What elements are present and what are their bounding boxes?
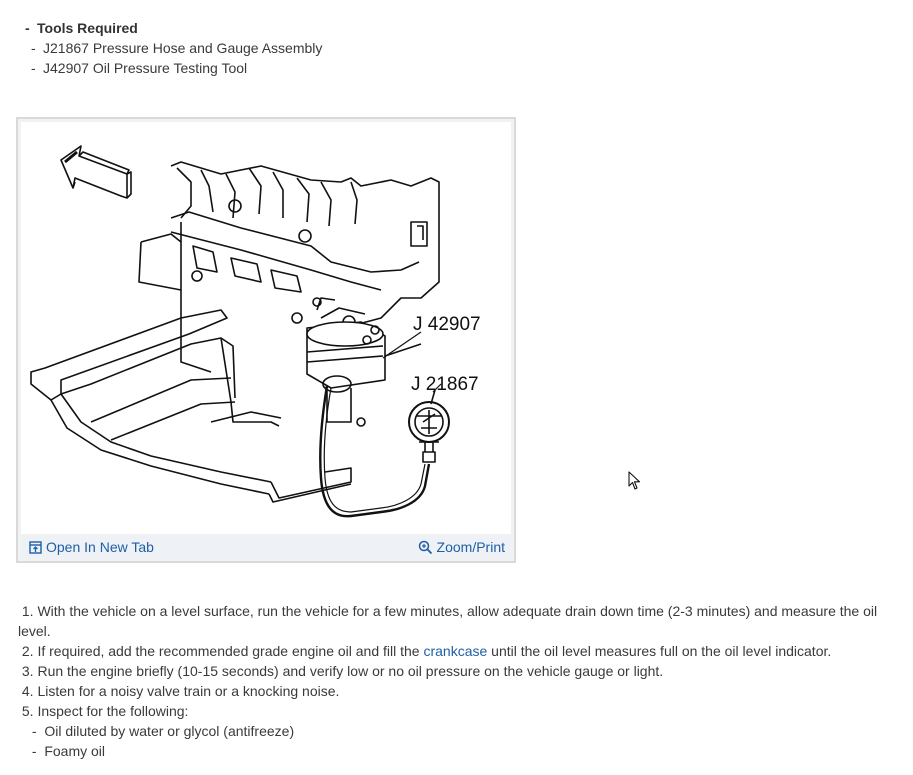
step-1-continued: level. [18,623,51,639]
front-arrow-icon [61,146,131,198]
tool-item: - J42907 Oil Pressure Testing Tool [31,60,248,76]
oil-pressure-test-illustration[interactable] [21,122,511,534]
step-3: 3. Run the engine briefly (10-15 seconds) and verify low or no oil pressure on the vehicle gauge or light. [21,663,664,679]
label-j42907: J 42907 [413,314,481,335]
step-4: 4. Listen for a noisy valve train or a knocking noise. [21,683,340,699]
open-in-new-tab-label: Open In New Tab [46,539,154,555]
inspect-item: - Foamy oil [28,743,106,759]
engine-line-drawing [21,122,511,534]
mouse-pointer-icon [628,471,642,491]
step-2: 2. If required, add the recommended grade engine oil and fill the crankcase until the oil level measures full on the oil level indicator. [21,643,832,659]
open-in-new-tab-link[interactable] [29,539,154,555]
illustration-figure [16,117,516,563]
tools-required-section [25,18,322,78]
zoom-print-link[interactable] [418,539,505,555]
tool-item: - J21867 Pressure Hose and Gauge Assembly [31,40,323,56]
procedure-steps [18,601,898,761]
figure-toolbar [21,535,511,559]
inspect-item: - Oil diluted by water or glycol (antifreeze) [28,723,295,739]
magnifier-zoom-icon [418,540,433,555]
tools-required-heading: - Tools Required [25,20,138,36]
zoom-print-label: Zoom/Print [436,539,505,555]
open-in-new-tab-icon [29,541,42,554]
step-5: 5. Inspect for the following: [21,703,189,719]
crankcase-link[interactable]: crankcase [423,643,488,659]
label-j21867: J 21867 [411,374,479,395]
step-1: 1. With the vehicle on a level surface, run the vehicle for a few minutes, allow adequate drain down time (2-3 minutes) and measure the oil [21,603,878,619]
